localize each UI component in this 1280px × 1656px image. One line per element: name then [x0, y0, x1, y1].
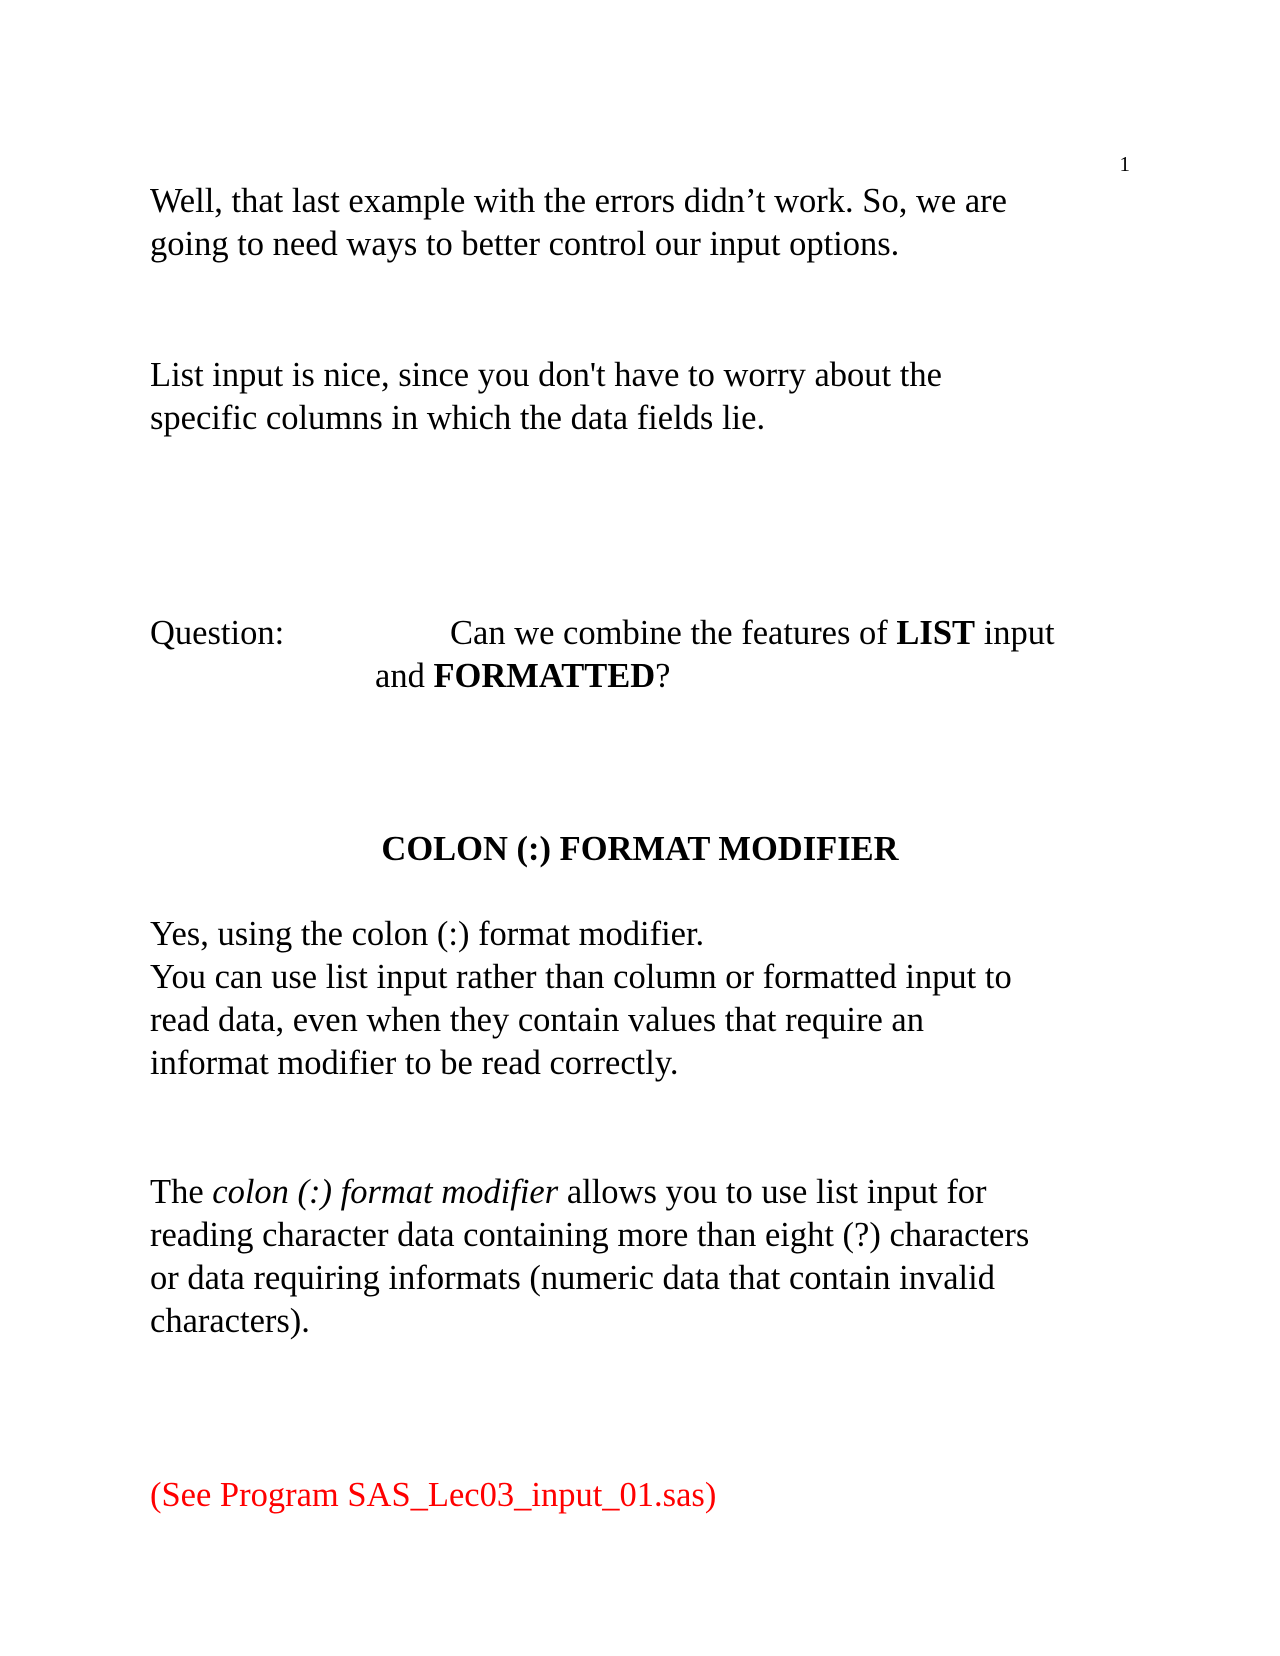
- question-mark: ?: [655, 657, 671, 695]
- question-bold-list: LIST: [896, 614, 976, 652]
- definition-italic-term: colon (:) format modifier: [212, 1173, 559, 1211]
- section-heading: [0, 828, 1280, 871]
- question-line-1-text: Can we combine the features of: [450, 614, 897, 652]
- intro-line-1: Well, that last example with the errors didn’t work. So, we are: [150, 182, 1007, 220]
- page-number: 1: [1119, 152, 1130, 176]
- definition-line-2: reading character data containing more than eight (?) characters: [150, 1216, 1030, 1254]
- colon-line-4: informat modifier to be read correctly.: [150, 1044, 679, 1082]
- definition-line-4: characters).: [150, 1302, 310, 1340]
- question-label: Question:: [150, 614, 285, 652]
- program-reference: (See Program SAS_Lec03_input_01.sas): [150, 1476, 717, 1514]
- question-line-1: [450, 612, 1055, 655]
- definition-line-3: or data requiring informats (numeric data that contain invalid: [150, 1259, 995, 1297]
- colon-modifier-paragraph: [150, 913, 1130, 1085]
- question-bold-formatted: FORMATTED: [433, 657, 656, 695]
- intro-line-2: going to need ways to better control our input options.: [150, 225, 900, 263]
- definition-line-1-start: The: [150, 1173, 213, 1211]
- list-input-paragraph: [150, 354, 1130, 440]
- colon-line-1: Yes, using the colon (:) format modifier.: [150, 915, 705, 953]
- intro-paragraph: [150, 180, 1130, 266]
- colon-line-3: read data, even when they contain values that require an: [150, 1001, 924, 1039]
- question-line-1-end: input: [975, 614, 1055, 652]
- colon-line-2: You can use list input rather than column or formatted input to: [150, 958, 1012, 996]
- list-input-line-1: List input is nice, since you don't have to worry about the: [150, 356, 942, 394]
- definition-line-1: [150, 1171, 1130, 1214]
- question-line-2-text: and: [375, 657, 434, 695]
- question-line-2: [375, 655, 670, 698]
- section-heading-text: COLON (:) FORMAT MODIFIER: [381, 830, 899, 868]
- list-input-line-2: specific columns in which the data fields lie.: [150, 399, 766, 437]
- colon-definition-paragraph: [150, 1171, 1130, 1343]
- definition-line-1-end: allows you to use list input for: [558, 1173, 987, 1211]
